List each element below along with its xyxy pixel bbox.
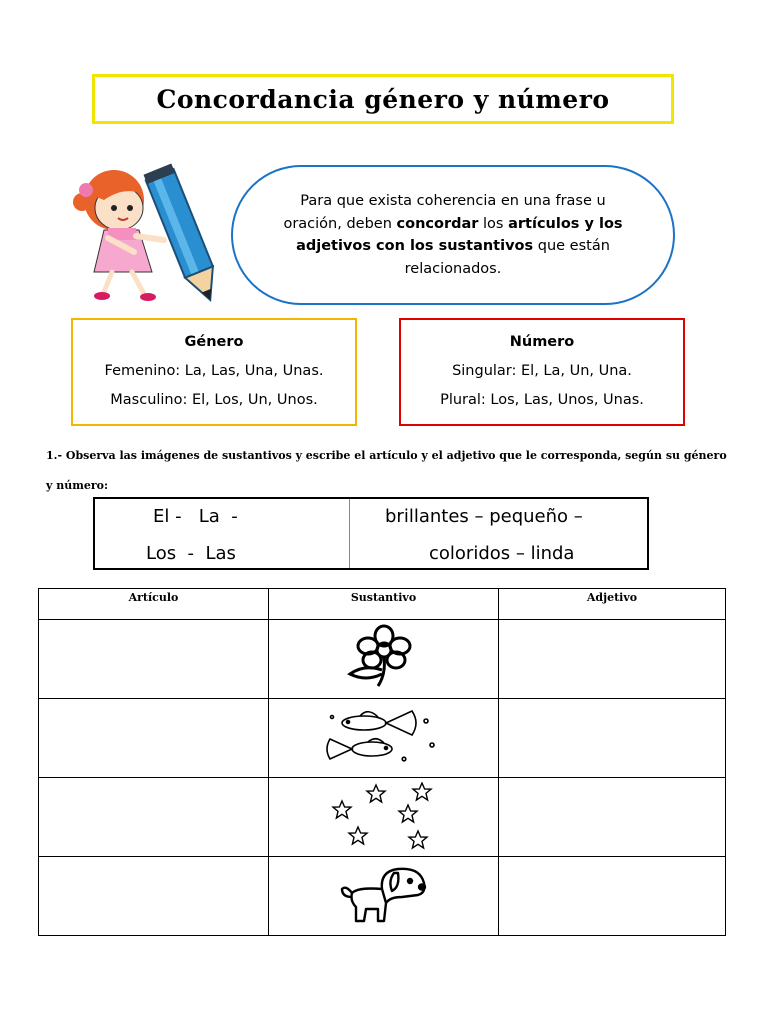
header-sustantivo: Sustantivo	[269, 589, 499, 620]
table-row	[39, 778, 726, 857]
sustantivo-cell	[269, 857, 499, 936]
answer-table	[38, 588, 726, 936]
adjetivo-answer-cell[interactable]	[499, 620, 726, 699]
word-bank	[93, 497, 649, 570]
femenino-line: Femenino: La, Las, Una, Unas.	[104, 363, 324, 379]
numero-card	[399, 318, 685, 426]
table-row	[39, 857, 726, 936]
plural-line: Plural: Los, Las, Unos, Unas.	[440, 392, 644, 408]
word-bank-articles-1: El - La -	[153, 506, 238, 527]
girl-with-pencil-illustration	[64, 160, 224, 310]
exercise-instruction: 1.- Observa las imágenes de sustantivos y escribe el artículo y el adjetivo que le corresponda, según su género y número:	[46, 449, 727, 492]
word-bank-articles-2: Los - Las	[146, 543, 236, 564]
genero-card	[71, 318, 357, 426]
explanation-text: Para que exista coherencia en una frase u oración, deben concordar los artículos y los adjetivos con los sustantivos que están relacionados.	[283, 193, 623, 277]
stars-icon	[324, 782, 444, 852]
masculino-line: Masculino: El, Los, Un, Unos.	[110, 392, 318, 408]
numero-heading: Número	[509, 334, 575, 350]
page-title: Concordancia género y número	[156, 84, 610, 114]
adjetivo-answer-cell[interactable]	[499, 857, 726, 936]
sustantivo-cell	[269, 699, 499, 778]
header-adjetivo: Adjetivo	[499, 589, 726, 620]
title-box	[92, 74, 674, 124]
articulo-answer-cell[interactable]	[39, 699, 269, 778]
table-row	[39, 620, 726, 699]
adjetivo-answer-cell[interactable]	[499, 699, 726, 778]
sustantivo-cell	[269, 620, 499, 699]
articulo-answer-cell[interactable]	[39, 620, 269, 699]
word-bank-adjectives-2: coloridos – linda	[429, 543, 575, 564]
fish-icon	[324, 705, 444, 771]
sustantivo-cell	[269, 778, 499, 857]
header-articulo: Artículo	[39, 589, 269, 620]
table-header-row	[39, 589, 726, 620]
genero-heading: Género	[184, 334, 244, 350]
flower-icon	[344, 624, 424, 694]
articulo-answer-cell[interactable]	[39, 778, 269, 857]
adjetivo-answer-cell[interactable]	[499, 778, 726, 857]
explanation-bubble	[231, 165, 675, 305]
articulo-answer-cell[interactable]	[39, 857, 269, 936]
dog-icon	[336, 863, 432, 929]
table-row	[39, 699, 726, 778]
word-bank-adjectives-1: brillantes – pequeño –	[385, 506, 583, 527]
singular-line: Singular: El, La, Un, Una.	[452, 363, 632, 379]
word-bank-divider	[349, 499, 350, 568]
